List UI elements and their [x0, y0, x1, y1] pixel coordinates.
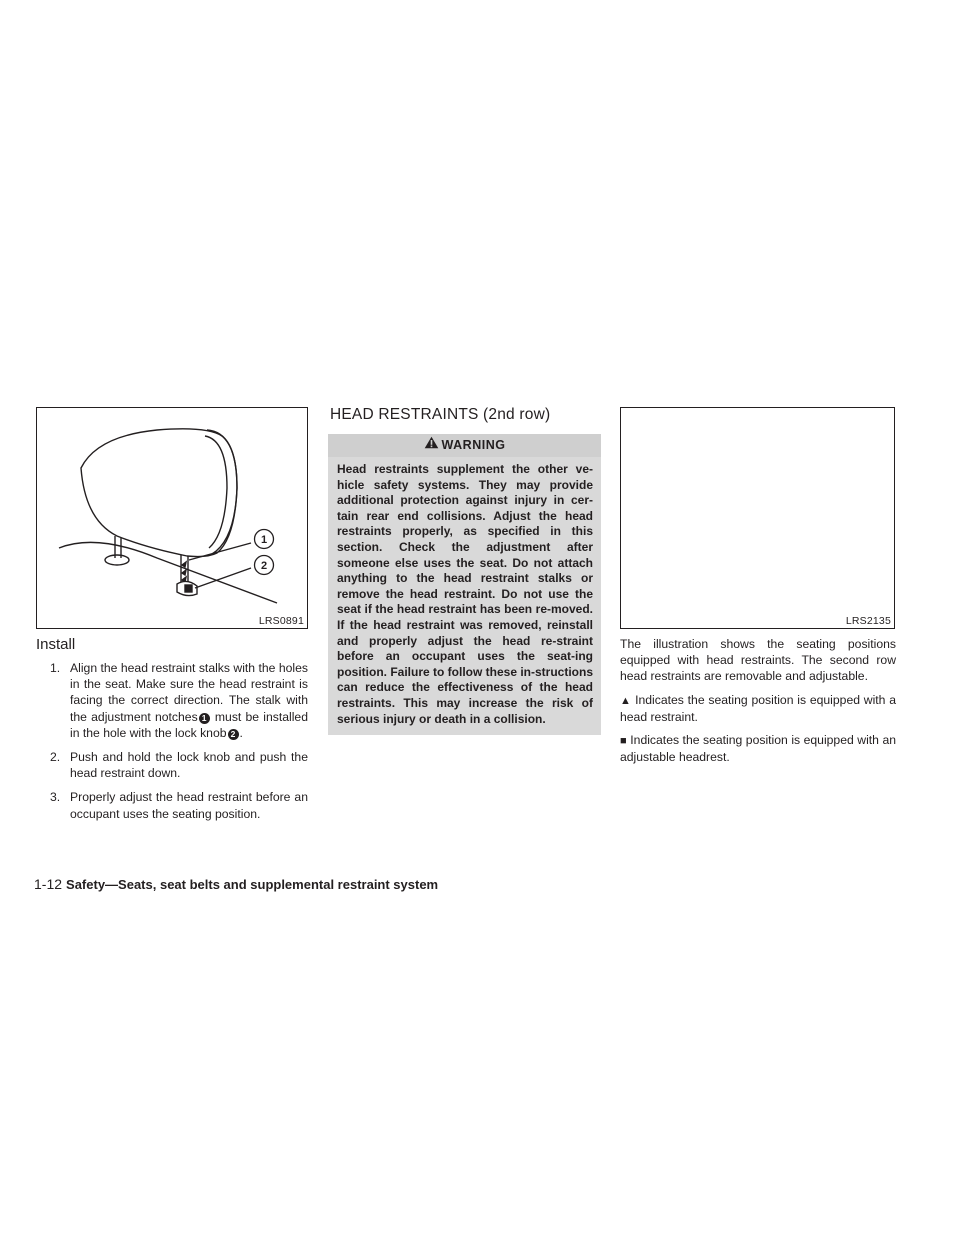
- square-icon: ■: [620, 735, 627, 748]
- page-footer: [34, 876, 438, 892]
- warning-header: [328, 434, 601, 457]
- legend-text: Indicates the seating position is equipped with an adjustable headrest.: [620, 733, 897, 765]
- figure-code-right: LRS2135: [845, 615, 891, 627]
- head-restraint-illustration: [36, 407, 308, 629]
- step-text: Push and hold the lock knob and push the head restraint down.: [70, 750, 308, 781]
- callout-1-label: 1: [260, 534, 268, 546]
- install-step-1: [36, 660, 308, 741]
- section-title: HEAD RESTRAINTS (2nd row): [330, 406, 551, 423]
- callout-1-marker: 1: [199, 713, 210, 724]
- figure-code-left: LRS0891: [258, 615, 304, 627]
- warning-text: Head restraints supplement the other ve-hicle safety systems. They may provide additional protection against injury in cer-tain rear end collisions. Adjust the head restraints properly, as specified in this section. Check the adjustment after someone else uses the seat. Do not attach anything to the head restraint stalks or remove the head restraint. Do not use the seat if the head restraint has been re-moved. If the head restraint was removed, reinstall and properly adjust the head re-straint before an occupant uses the seat-ing position. Failure to follow these in-structions can reduce the effectiveness of the head restraints. This may increase the risk of serious injury or death in a collision.: [337, 462, 594, 726]
- callout-1-marker: [255, 530, 274, 549]
- triangle-icon: ▲: [620, 694, 632, 707]
- intro-paragraph: The illustration shows the seating positions equipped with head restraints. The second row head restraints are removable and adjustable.: [620, 637, 896, 684]
- step-number: 2.: [50, 750, 61, 765]
- install-step-3: [36, 789, 308, 821]
- callout-2-marker: [255, 556, 274, 575]
- seating-positions-illustration: [620, 407, 895, 629]
- warning-box: [328, 434, 601, 735]
- callout-2-marker: 2: [228, 729, 239, 740]
- legend-item-triangle: [620, 692, 896, 725]
- chapter-title: Safety—Seats, seat belts and supplemental restraint system: [66, 877, 439, 892]
- step-number: 3.: [50, 790, 61, 805]
- callout-2-label: 2: [260, 560, 268, 572]
- right-column-text: [620, 636, 896, 772]
- page-number: 1-12: [34, 876, 63, 892]
- legend-item-square: [620, 732, 896, 765]
- install-steps: [36, 660, 308, 830]
- head-restraint-drawing: [37, 408, 307, 628]
- step-text: Align the head restraint stalks with the holes in the seat. Make sure the head restraint is facing the correct direction. The stalk with the adjustment notches: [70, 661, 308, 724]
- step-text: .: [239, 725, 243, 740]
- warning-icon: [424, 434, 439, 457]
- install-heading: Install: [36, 636, 76, 653]
- install-step-2: [36, 749, 308, 781]
- step-text: must be installed in the hole with the lock knob: [70, 709, 308, 740]
- legend-text: Indicates the seating position is equipped with a head restraint.: [620, 692, 897, 724]
- step-number: 1.: [50, 661, 61, 675]
- step-text: Properly adjust the head restraint before an occupant uses the seating position.: [70, 790, 308, 821]
- warning-label: WARNING: [441, 438, 506, 452]
